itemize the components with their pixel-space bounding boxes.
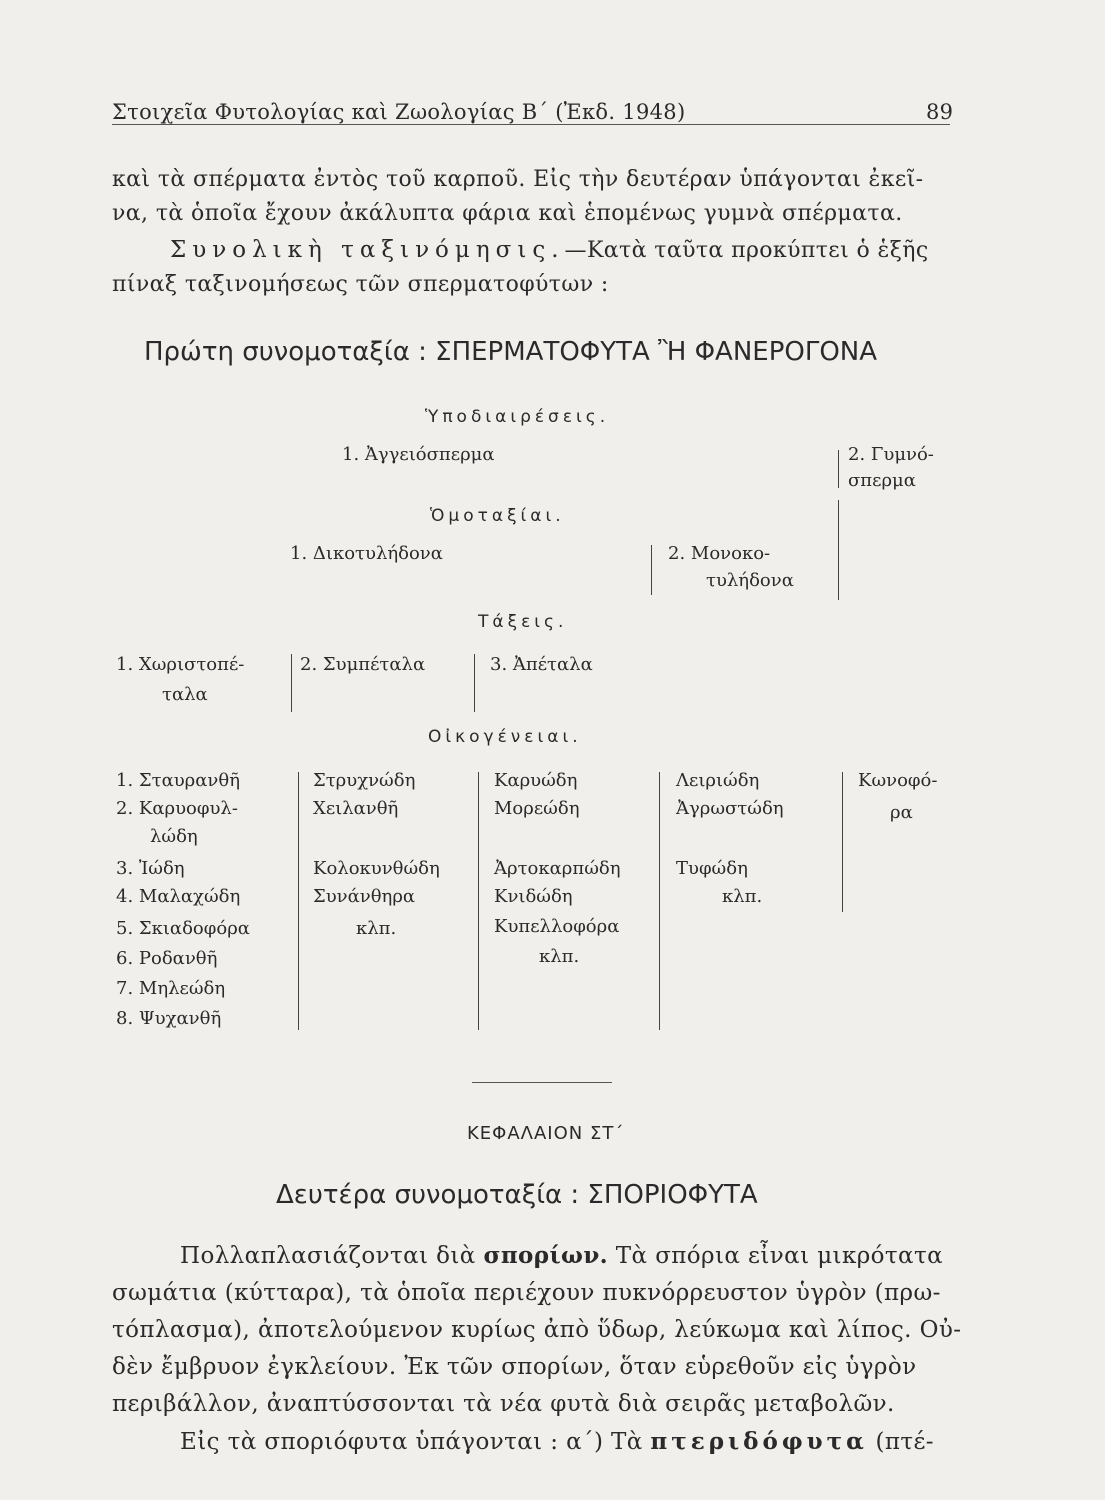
body-line-1a: Πολλαπλασιάζονται διὰ bbox=[180, 1243, 484, 1269]
family-item: κλπ. bbox=[539, 946, 580, 967]
subdivision-gymnosperms-line2: σπερμα bbox=[848, 470, 916, 491]
family-item: Μορεώδη bbox=[494, 798, 580, 819]
body-line-4: δὲν ἔμβρυον ἐγκλείουν. Ἐκ τῶν σπορίων, ὅταν εὑρεθοῦν εἰς ὑγρὸν bbox=[112, 1354, 917, 1380]
families-title: Οἰκογένειαι. bbox=[428, 727, 582, 747]
intro-line-4: πίναξ ταξινομήσεως τῶν σπερματοφύτων : bbox=[112, 272, 609, 297]
body-line-1c: Τὰ σπόρια εἶναι μικρότατα bbox=[608, 1243, 944, 1269]
family-item: Κολοκυνθώδη bbox=[313, 858, 440, 879]
family-item: 4. Μαλαχώδη bbox=[116, 886, 241, 907]
family-item: 2. Καρυοφυλ- bbox=[116, 798, 238, 819]
column-rule bbox=[651, 545, 652, 595]
family-item: Κυπελλοφόρα bbox=[494, 916, 620, 937]
family-item: Ἀρτοκαρπώδη bbox=[494, 858, 621, 879]
family-item: Κνιδώδη bbox=[494, 886, 573, 907]
term-spores: σπορίων. bbox=[483, 1242, 609, 1269]
classes-title: Ὁμοταξίαι. bbox=[430, 506, 565, 526]
subdivision-gymnosperms-line1: 2. Γυμνό- bbox=[848, 444, 934, 465]
intro-line-3-rest: —Κατὰ ταῦτα προκύπτει ὁ ἑξῆς bbox=[564, 238, 929, 263]
header-rule bbox=[112, 124, 950, 125]
family-item: Χειλανθῆ bbox=[313, 798, 399, 819]
family-item: κλπ. bbox=[722, 886, 763, 907]
intro-line-1: καὶ τὰ σπέρματα ἐντὸς τοῦ καρποῦ. Εἰς τὴν δευτέραν ὑπάγονται ἐκεῖ- bbox=[112, 167, 924, 192]
term-pteridophyta: πτεριδόφυτα bbox=[650, 1428, 868, 1455]
class-dicotyledons: 1. Δικοτυλήδονα bbox=[290, 543, 443, 564]
subdivision-angiosperms: 1. Ἀγγειόσπερμα bbox=[342, 444, 495, 465]
order-polypetalae-line1: 1. Χωριστοπέ- bbox=[116, 654, 245, 675]
family-item: 5. Σκιαδοφόρα bbox=[116, 918, 250, 939]
phylum-title: Πρώτη συνομοταξία : ΣΠΕΡΜΑΤΟΦΥΤΑ Ἢ ΦΑΝΕΡΟΓΟΝΑ bbox=[144, 337, 878, 367]
family-item: 6. Ροδανθῆ bbox=[116, 948, 218, 969]
column-rule bbox=[659, 772, 660, 1030]
order-sympetalae: 2. Συμπέταλα bbox=[300, 654, 426, 675]
order-polypetalae-line2: ταλα bbox=[162, 684, 208, 705]
column-rule bbox=[474, 654, 475, 712]
body-line-5: περιβάλλον, ἀναπτύσσονται τὰ νέα φυτὰ διὰ σειρᾶς μεταβολῶν. bbox=[112, 1391, 895, 1417]
intro-line-2: να, τὰ ὁποῖα ἔχουν ἀκάλυπτα φάρια καὶ ἑπομένως γυμνὰ σπέρματα. bbox=[112, 201, 903, 226]
family-item: 3. Ἰώδη bbox=[116, 858, 185, 879]
page-number: 89 bbox=[926, 100, 954, 124]
family-item: Καρυώδη bbox=[494, 770, 578, 791]
family-item: Λειριώδη bbox=[676, 770, 760, 791]
family-item: 1. Σταυρανθῆ bbox=[116, 770, 240, 791]
body-line-2: σωμάτια (κύτταρα), τὰ ὁποῖα περιέχουν πυκνόρρευστον ὑγρὸν (πρω- bbox=[112, 1280, 941, 1306]
column-rule bbox=[298, 772, 299, 1030]
summary-heading: Συνολικὴ ταξινόμησις. bbox=[170, 237, 565, 263]
family-item: κλπ. bbox=[356, 918, 397, 939]
family-item: λώδη bbox=[150, 826, 198, 847]
running-title: Στοιχεῖα Φυτολογίας καὶ Ζωολογίας Β΄ (Ἐκδ. 1948) bbox=[112, 100, 686, 124]
body-line-1 bbox=[180, 1242, 943, 1269]
column-rule bbox=[291, 654, 292, 712]
class-monocots-line1: 2. Μονοκο- bbox=[668, 543, 771, 564]
body-line-6c: (πτέ- bbox=[867, 1429, 934, 1455]
family-item: Ἀγρωστώδη bbox=[676, 798, 784, 819]
class-monocots-line2: τυλήδονα bbox=[706, 570, 794, 591]
intro-line-3 bbox=[170, 237, 929, 263]
column-rule bbox=[842, 772, 843, 912]
order-apetalae: 3. Ἀπέταλα bbox=[490, 654, 593, 675]
section-rule bbox=[472, 1082, 612, 1083]
orders-title: Τάξεις. bbox=[478, 612, 568, 632]
chapter-label: ΚΕΦΑΛΑΙΟΝ ΣΤ΄ bbox=[467, 1123, 625, 1144]
body-line-6 bbox=[180, 1428, 934, 1455]
column-rule bbox=[478, 772, 479, 1030]
column-rule bbox=[838, 500, 839, 600]
family-item: 8. Ψυχανθῆ bbox=[116, 1008, 222, 1029]
body-line-3: τόπλασμα), ἀποτελούμενον κυρίως ἀπὸ ὕδωρ, λεύκωμα καὶ λίπος. Οὐ- bbox=[112, 1317, 962, 1343]
family-item: Κωνοφό- bbox=[858, 770, 938, 791]
column-rule bbox=[838, 450, 839, 488]
family-item: 7. Μηλεώδη bbox=[116, 978, 226, 999]
family-item: ρα bbox=[890, 802, 913, 823]
family-item: Τυφώδη bbox=[676, 858, 748, 879]
family-item: Στρυχνώδη bbox=[313, 770, 416, 791]
body-line-6a: Εἰς τὰ σποριόφυτα ὑπάγονται : α΄) Τὰ bbox=[180, 1429, 651, 1455]
chapter-title: Δευτέρα συνομοταξία : ΣΠΟΡΙΟΦΥΤΑ bbox=[276, 1180, 758, 1210]
family-item: Συνάνθηρα bbox=[313, 886, 416, 907]
subdivisions-title: Ὑποδιαιρέσεις. bbox=[425, 407, 610, 427]
